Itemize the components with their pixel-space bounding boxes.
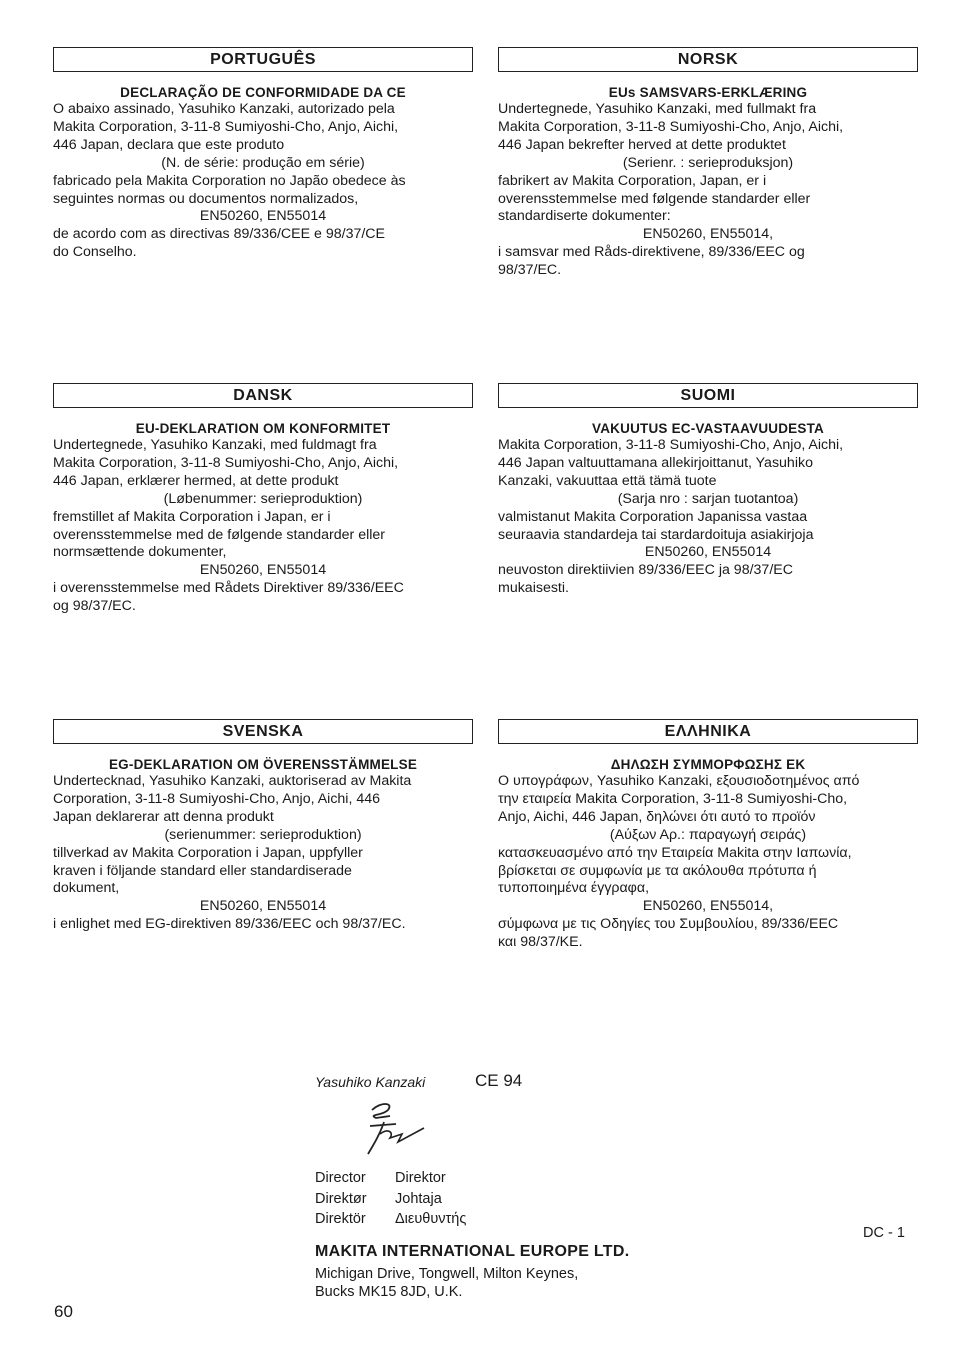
section-heading: ΕΛΛΗΝΙΚΑ (498, 719, 918, 744)
section-body (53, 437, 473, 616)
declaration-line: O abaixo assinado, Yasuhiko Kanzaki, autorizado pela (53, 101, 395, 117)
declaration-line: Ο υπογράφων, Yasuhiko Kanzaki, εξουσιοδοτημένος από (498, 773, 860, 789)
document-code: DC - 1 (863, 1225, 905, 1241)
declaration-line: overensstemmelse med følgende standarder eller (498, 190, 811, 207)
title-text: Direktör (315, 1211, 366, 1227)
page-number: 60 (54, 1302, 73, 1321)
declaration-line: σύμφωνα με τις Οδηγίες του Συμβουλίου, 89/336/EEC (498, 916, 839, 933)
declaration-line: normsættende dokumenter, (53, 544, 227, 561)
declaration-line: kraven i följande standard eller standardiserade (53, 862, 352, 879)
declaration-line: EN50260, EN55014 (199, 208, 327, 225)
declaration-line: Makita Corporation, 3-11-8 Sumiyoshi-Cho, Anjo, Aichi, (498, 118, 844, 135)
section-body (498, 437, 918, 598)
declaration-line: fabrikert av Makita Corporation, Japan, er i (498, 172, 767, 189)
declaration-line: Corporation, 3-11-8 Sumiyoshi-Cho, Anjo, Aichi, 446 (53, 790, 381, 807)
title-row (315, 1209, 466, 1230)
section-heading: DANSK (53, 383, 473, 408)
declaration-line: i samsvar med Råds-direktivene, 89/336/EEC og (498, 244, 805, 261)
declaration-line: 446 Japan, declara que este produto (53, 136, 285, 153)
declaration-line: EN50260, EN55014, (642, 226, 774, 243)
declaration-line: (N. de série: produção em série) (161, 154, 365, 171)
declaration-line: do Conselho. (53, 244, 137, 261)
section-heading: NORSK (498, 47, 918, 72)
declaration-line: τυποποιημένα έγγραφα, (498, 880, 650, 897)
title-text: Direktor (395, 1170, 446, 1186)
declaration-line: neuvoston direktiivien 89/336/EEC ja 98/37/EC (498, 562, 793, 579)
declaration-line: Undertecknad, Yasuhiko Kanzaki, auktoriserad av Makita (53, 773, 412, 789)
section-heading: PORTUGUÊS (53, 47, 473, 72)
ce-mark: CE 94 (475, 1071, 523, 1090)
declaration-line: (Serienr. : serieproduksjon) (622, 154, 794, 171)
declaration-line: de acordo com as directivas 89/336/CEE e 98/37/CE (53, 226, 386, 243)
declaration-line: κατασκευασμένο από την Εταιρεία Makita στην Ιαπωνία, (498, 844, 852, 861)
section-portugues (53, 47, 473, 262)
section-subtitle: EG-DEKLARATION OM ÖVERENSSTÄMMELSE (108, 757, 418, 772)
title-row (315, 1189, 466, 1210)
section-body (53, 773, 473, 934)
section-heading: SUOMI (498, 383, 918, 408)
declaration-line: seuraavia standardeja tai stardardoituja asiakirjoja (498, 526, 814, 543)
declaration-line: EN50260, EN55014, (642, 898, 774, 915)
section-subtitle: VAKUUTUS EC-VASTAAVUUDESTA (592, 421, 824, 436)
section-subtitle: DECLARAÇÃO DE CONFORMIDADE DA CE (120, 85, 406, 100)
declaration-line: την εταιρεία Makita Corporation, 3-11-8 Sumiyoshi-Cho, (498, 790, 848, 807)
company-name: MAKITA INTERNATIONAL EUROPE LTD. (315, 1243, 630, 1260)
declaration-line: 446 Japan valtuuttamana allekirjoittanut, Yasuhiko (498, 454, 813, 471)
declaration-line: Japan deklarerar att denna produkt (53, 808, 274, 825)
signatory-titles (315, 1168, 466, 1230)
section-suomi (498, 383, 918, 598)
address-line: Michigan Drive, Tongwell, Milton Keynes, (315, 1266, 579, 1282)
declaration-line: 446 Japan, erklærer hermed, at dette produkt (53, 472, 339, 489)
handwritten-signature (350, 1098, 430, 1160)
declaration-line: Undertegnede, Yasuhiko Kanzaki, med fullmakt fra (498, 101, 817, 117)
declaration-line: i enlighet med EG-direktiven 89/336/EEC och 98/37/EC. (53, 916, 406, 933)
declaration-line: βρίσκεται σε συμφωνία με τα ακόλουθα πρότυπα ή (498, 862, 817, 879)
declaration-line: 98/37/EC. (498, 262, 562, 279)
section-body (498, 101, 918, 280)
declaration-line: mukaisesti. (498, 580, 569, 597)
title-text: Direktør (315, 1190, 367, 1207)
declaration-line: i overensstemmelse med Rådets Direktiver 89/336/EEC (53, 580, 404, 597)
title-row (315, 1168, 466, 1189)
declaration-line: EN50260, EN55014 (199, 898, 327, 915)
section-body (498, 773, 918, 952)
section-dansk (53, 383, 473, 616)
declaration-line: tillverkad av Makita Corporation i Japan, uppfyller (53, 844, 363, 861)
signatory-name: Yasuhiko Kanzaki (315, 1074, 426, 1090)
address-line: Bucks MK15 8JD, U.K. (315, 1284, 463, 1300)
declaration-line: (Løbenummer: serieproduktion) (163, 490, 363, 507)
declaration-line: και 98/37/ΚΕ. (498, 934, 583, 951)
declaration-line: overensstemmelse med de følgende standarder eller (53, 526, 385, 543)
section-subtitle: EU-DEKLARATION OM KONFORMITET (135, 421, 391, 436)
declaration-line: dokument, (53, 880, 120, 897)
section-svenska (53, 719, 473, 934)
declaration-line: fabricado pela Makita Corporation no Japão obedece às (53, 172, 406, 189)
section-body (53, 101, 473, 262)
declaration-line: Makita Corporation, 3-11-8 Sumiyoshi-Cho, Anjo, Aichi, (53, 118, 399, 135)
declaration-line: EN50260, EN55014 (644, 544, 772, 561)
title-text: Διευθυντής (395, 1211, 467, 1227)
title-text: Johtaja (395, 1190, 442, 1207)
declaration-line: seguintes normas ou documentos normalizados, (53, 190, 359, 207)
declaration-line: Undertegnede, Yasuhiko Kanzaki, med fuldmagt fra (53, 437, 377, 453)
section-ellinika (498, 719, 918, 952)
declaration-line: Makita Corporation, 3-11-8 Sumiyoshi-Cho, Anjo, Aichi, (53, 454, 399, 471)
declaration-line: EN50260, EN55014 (199, 562, 327, 579)
declaration-line: Kanzaki, vakuuttaa että tämä tuote (498, 472, 717, 489)
declaration-line: Makita Corporation, 3-11-8 Sumiyoshi-Cho, Anjo, Aichi, (498, 437, 844, 453)
declaration-line: valmistanut Makita Corporation Japanissa vastaa (498, 508, 808, 525)
declaration-line: (Sarja nro : sarjan tuotantoa) (617, 490, 799, 507)
title-text: Director (315, 1170, 366, 1186)
section-subtitle: ΔΗΛΩΣΗ ΣΥΜΜΟΡΦΩΣΗΣ ΕΚ (610, 757, 806, 772)
section-subtitle: EUs SAMSVARS-ERKLÆRING (608, 85, 808, 100)
declaration-line: fremstillet af Makita Corporation i Japan, er i (53, 508, 331, 525)
declaration-line: 446 Japan bekrefter herved at dette produktet (498, 136, 786, 153)
section-heading: SVENSKA (53, 719, 473, 744)
declaration-line: standardiserte dokumenter: (498, 208, 671, 225)
section-norsk (498, 47, 918, 280)
company-address (315, 1265, 578, 1301)
declaration-line: (Αύξων Αρ.: παραγωγή σειράς) (609, 826, 807, 843)
declaration-line: og 98/37/EC. (53, 598, 136, 615)
declaration-line: (serienummer: serieproduktion) (164, 826, 362, 843)
declaration-line: Anjo, Aichi, 446 Japan, δηλώνει ότι αυτό το προϊόν (498, 808, 816, 825)
